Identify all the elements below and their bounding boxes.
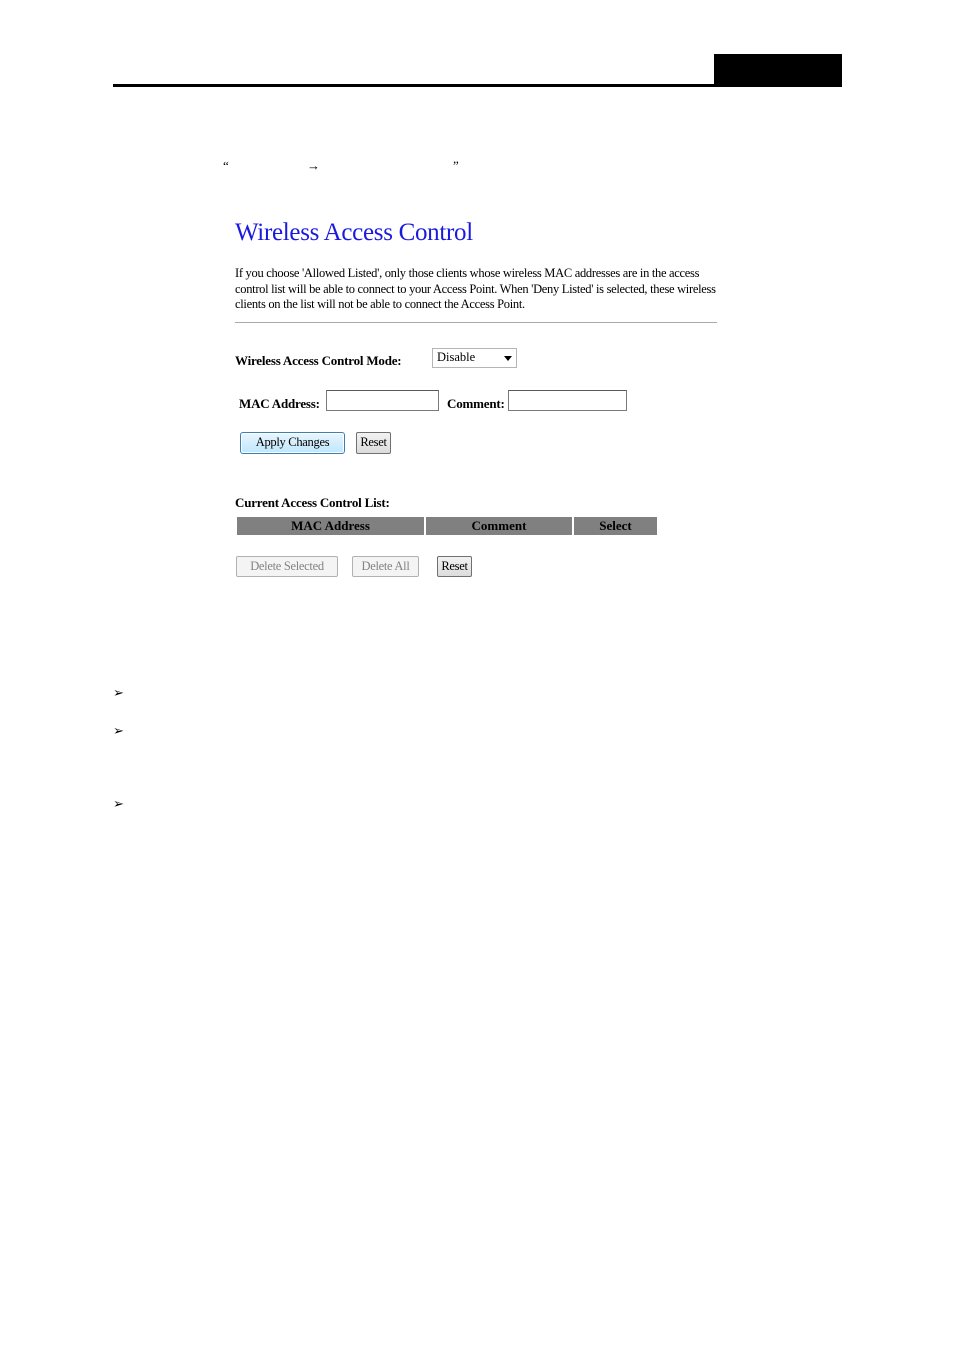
apply-changes-button[interactable]: Apply Changes [240, 432, 345, 454]
arrow-right-icon: → [307, 158, 320, 173]
bullet-arrow-icon: ➢ [113, 723, 124, 738]
header-block [714, 54, 842, 87]
chevron-down-icon [504, 356, 512, 361]
page-description: If you choose 'Allowed Listed', only those clients whose wireless MAC addresses are in the access control list will be able to connect to your Access Point. When 'Deny Listed' is selected, these wireless clients on the list will not be able to connect the Access Point. [235, 266, 716, 312]
reset-button[interactable]: Reset [356, 432, 391, 454]
comment-input[interactable] [508, 390, 627, 411]
mode-label: Wireless Access Control Mode: [235, 353, 402, 368]
comment-label: Comment: [447, 396, 505, 411]
close-quote: ” [453, 158, 459, 173]
column-header-comment: Comment [426, 517, 572, 535]
list-reset-button[interactable]: Reset [437, 556, 472, 577]
acl-heading: Current Access Control List: [235, 495, 390, 510]
mode-select[interactable] [432, 348, 517, 368]
bullet-arrow-icon: ➢ [113, 796, 124, 811]
mode-select-value: Disable [437, 350, 476, 364]
delete-all-button[interactable]: Delete All [352, 556, 419, 577]
column-header-mac: MAC Address [237, 517, 424, 535]
column-header-select: Select [574, 517, 657, 535]
bullet-arrow-icon: ➢ [113, 685, 124, 700]
mac-address-label: MAC Address: [239, 396, 320, 411]
open-quote: “ [223, 158, 229, 173]
delete-selected-button[interactable]: Delete Selected [236, 556, 338, 577]
mac-address-input[interactable] [326, 390, 439, 411]
divider [235, 322, 717, 323]
page-title: Wireless Access Control [235, 219, 473, 246]
header-rule [113, 84, 842, 87]
menu-path [223, 158, 483, 176]
